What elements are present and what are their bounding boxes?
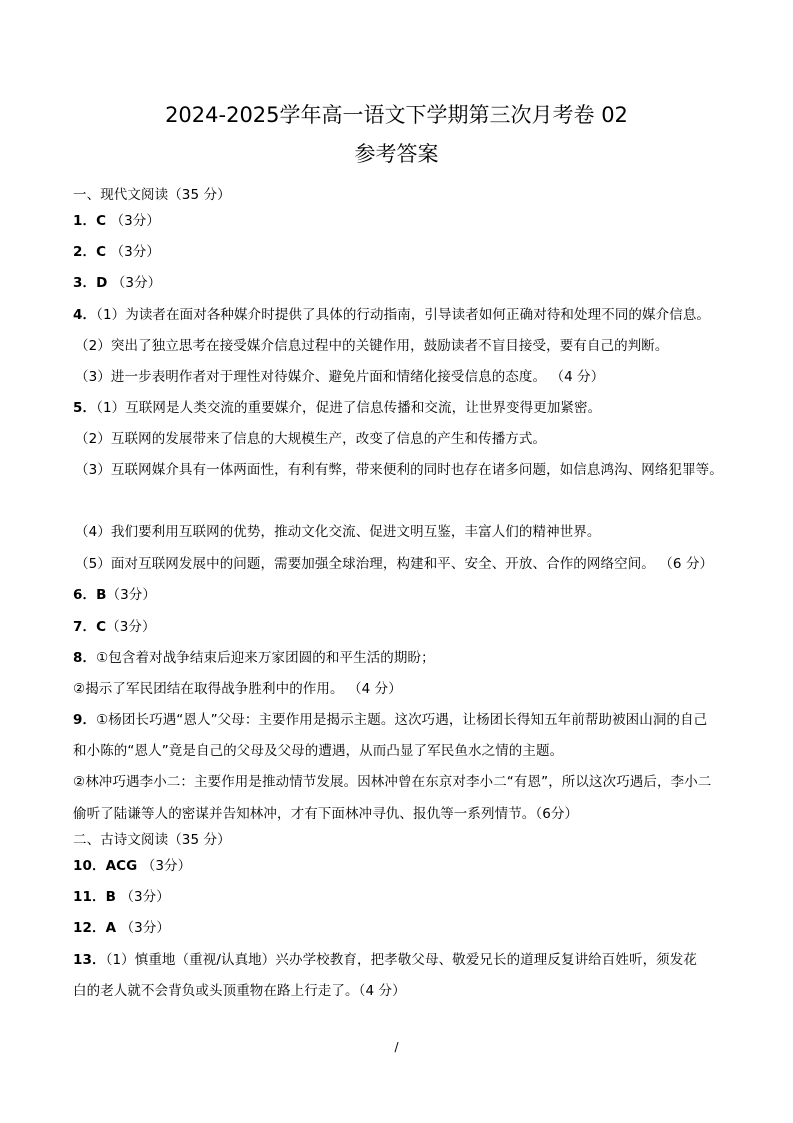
answer-q9-line1: 9．①杨团长巧遇“恩人”父母：主要作用是揭示主题。这次巧遇，让杨团长得知五年前帮助被困山洞的自己 <box>73 712 708 728</box>
answer-q4-line1: 4．（1）为读者在面对各种媒介时提供了具体的行动指南，引导读者如何正确对待和处理不同的媒介信息。 <box>73 307 711 323</box>
answer-q11: 11．B （3分） <box>73 889 170 905</box>
answer-q9-line3: ②林冲巧遇李小二：主要作用是推动情节发展。因林冲曾在东京对李小二“有恩”，所以这次巧遇后，李小二 <box>73 774 712 790</box>
answer-q13-line2: 白的老人就不会背负或头顶重物在路上行走了。（4 分） <box>73 983 406 999</box>
answer-q4-line3: （3）进一步表明作者对于理性对待媒介、避免片面和情绪化接受信息的态度。 （4 分） <box>75 369 605 385</box>
answer-q6: 6．B（3分） <box>73 587 156 603</box>
page-subtitle: 参考答案 <box>354 142 439 166</box>
answer-q1: 1．C （3分） <box>73 213 160 229</box>
answer-q4-line2: （2）突出了独立思考在接受媒介信息过程中的关键作用，鼓励读者不盲目接受，要有自己的判断。 <box>75 338 669 354</box>
answer-q13-line1: 13．（1）慎重地（重视/认真地）兴办学校教育，把孝敬父母、敬爱兄长的道理反复讲给百姓听，须发花 <box>73 952 697 968</box>
answer-q5-line3: （3）互联网媒介具有一体两面性，有利有弊，带来便利的同时也存在诸多问题，如信息鸿沟、网络犯罪等。 <box>75 462 723 478</box>
answer-q10: 10．ACG （3分） <box>73 858 192 874</box>
answer-q3: 3．D （3分） <box>73 275 162 291</box>
answer-q12: 12．A （3分） <box>73 920 171 936</box>
answer-q7: 7．C（3分） <box>73 619 156 635</box>
answer-q5-line2: （2）互联网的发展带来了信息的大规模生产，改变了信息的产生和传播方式。 <box>75 431 547 447</box>
answer-q9-line2: 和小陈的“恩人”竟是自己的父母及父母的遭遇，从而凸显了军民鱼水之情的主题。 <box>73 743 564 759</box>
answer-q5-line4: （4）我们要利用互联网的优势，推动文化交流、促进文明互鉴，丰富人们的精神世界。 <box>75 524 601 540</box>
answer-q8-line1: 8．①包含着对战争结束后迎来万家团圆的和平生活的期盼； <box>73 650 435 666</box>
answer-q8-line2: ②揭示了军民团结在取得战争胜利中的作用。 （4 分） <box>73 681 402 697</box>
page-number-mark: / <box>394 1040 399 1054</box>
page-title: 2024-2025学年高一语文下学期第三次月考卷 02 <box>165 103 628 127</box>
answer-q2: 2．C （3分） <box>73 244 160 260</box>
answer-q5-line1: 5．（1）互联网是人类交流的重要媒介，促进了信息传播和交流，让世界变得更加紧密。 <box>73 400 602 416</box>
answer-q9-line4: 偷听了陆谦等人的密谋并告知林冲，才有下面林冲寻仇、报仇等一系列情节。（6分） <box>73 806 579 822</box>
section-heading-modern-reading: 一、现代文阅读（35 分） <box>73 187 231 203</box>
section-heading-classical-reading: 二、古诗文阅读（35 分） <box>73 832 231 848</box>
answer-q5-line5: （5）面对互联网发展中的问题，需要加强全球治理，构建和平、安全、开放、合作的网络空间。 （6 分） <box>75 556 714 572</box>
